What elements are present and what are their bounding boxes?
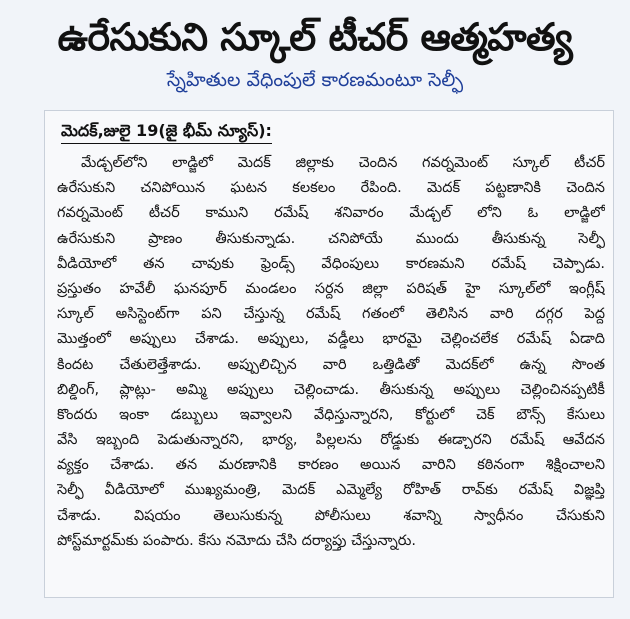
body-line: వీడియోలో తన చావుకు ఫ్రెండ్స్ వేధింపులు కారణమని రమేష్ చెప్పాడు. xyxy=(57,255,605,272)
body-line: కిందట చేతులెత్తేశాడు. అప్పులిచ్చిన వారి ఒత్తిడితో మెదక్‌లో ఉన్న సొంత xyxy=(57,356,605,373)
body-line: వ్యక్తం చేశాడు. తన మరణానికి కారణం అయిన వారిని కఠినంగా శిక్షించాలని xyxy=(57,457,605,474)
body-line: స్కూల్ అసిస్టెంట్‌గా పని చేస్తున్న రమేష్ గతంలో తెలిసిన వారి దగ్గర పెద్ద xyxy=(57,306,605,323)
body-line: కొందరు ఇంకా డబ్బులు ఇవ్వాలని వేధిస్తున్నారని, కోర్టులో చెక్ బౌన్స్ కేసులు xyxy=(57,406,605,423)
dateline xyxy=(61,119,272,144)
body-line: చేశాడు. విషయం తెలుసుకున్న పోలీసులు శవాన్ని స్వాధీనం చేసుకుని xyxy=(57,507,605,524)
body-line: ప్రస్తుతం హవేలీ ఘనపూర్ మండలం సర్దన జిల్లా పరిషత్ హై స్కూల్‌లో ఇంగ్లీష్ xyxy=(57,280,605,297)
body-line: గవర్నమెంట్ టీచర్ కాముని రమేష్ శనివారం మేడ్చల్ లోని ఓ లాడ్జిలో xyxy=(57,205,605,222)
headline: ఉరేసుకుని స్కూల్ టీచర్ ఆత్మహత్య xyxy=(57,15,573,59)
body-line: మేడ్చల్‌లోని లాడ్జిలో మెదక్ జిల్లాకు చెందిన గవర్నమెంట్ స్కూల్ టీచర్ xyxy=(81,155,605,171)
body-line: బిల్డింగ్, ప్లాట్లు- అమ్మి అప్పులు చెల్లించాడు. తీసుకున్న అప్పులు చెల్లించినప్పటికీ xyxy=(57,381,605,398)
article-box xyxy=(44,110,614,598)
body-line: వేసి ఇబ్బంది పెడుతున్నారని, భార్య, పిల్లలను రోడ్డుకు ఈడ్చారని రమేష్ ఆవేదన xyxy=(57,432,605,449)
body-line: పోస్ట్‌మార్టమ్‌కు పంపారు. కేసు నమోదు చేసి దర్యాప్తు చేస్తున్నారు. xyxy=(57,532,416,549)
article-body xyxy=(57,151,605,554)
dateline-source: (జై భీమ్ న్యూస్): xyxy=(158,121,272,140)
body-line: సెల్ఫీ వీడియోలో ముఖ్యమంత్రి, మెదక్ ఎమ్మెల్యే రోహిత్ రావ్‌కు రమేష్ విజ్ఞప్తి xyxy=(57,482,605,499)
subheadline: స్నేహితుల వేధింపులే కారణమంటూ సెల్ఫీ xyxy=(166,69,464,91)
dateline-place: మెదక్,జులై 19 xyxy=(61,121,159,140)
body-line: మొత్తంలో అప్పులు చేశాడు. అప్పులు, వడ్డీలు భారమై చెల్లించలేక రమేష్ ఏడాది xyxy=(57,331,605,348)
body-line: ఉరేసుకుని ప్రాణం తీసుకున్నాడు. చనిపోయే ముందు తీసుకున్న సెల్ఫీ xyxy=(57,230,605,247)
body-line: ఉరేసుకుని చనిపోయిన ఘటన కలకలం రేపింది. మెదక్ పట్టణానికి చెందిన xyxy=(57,180,605,197)
